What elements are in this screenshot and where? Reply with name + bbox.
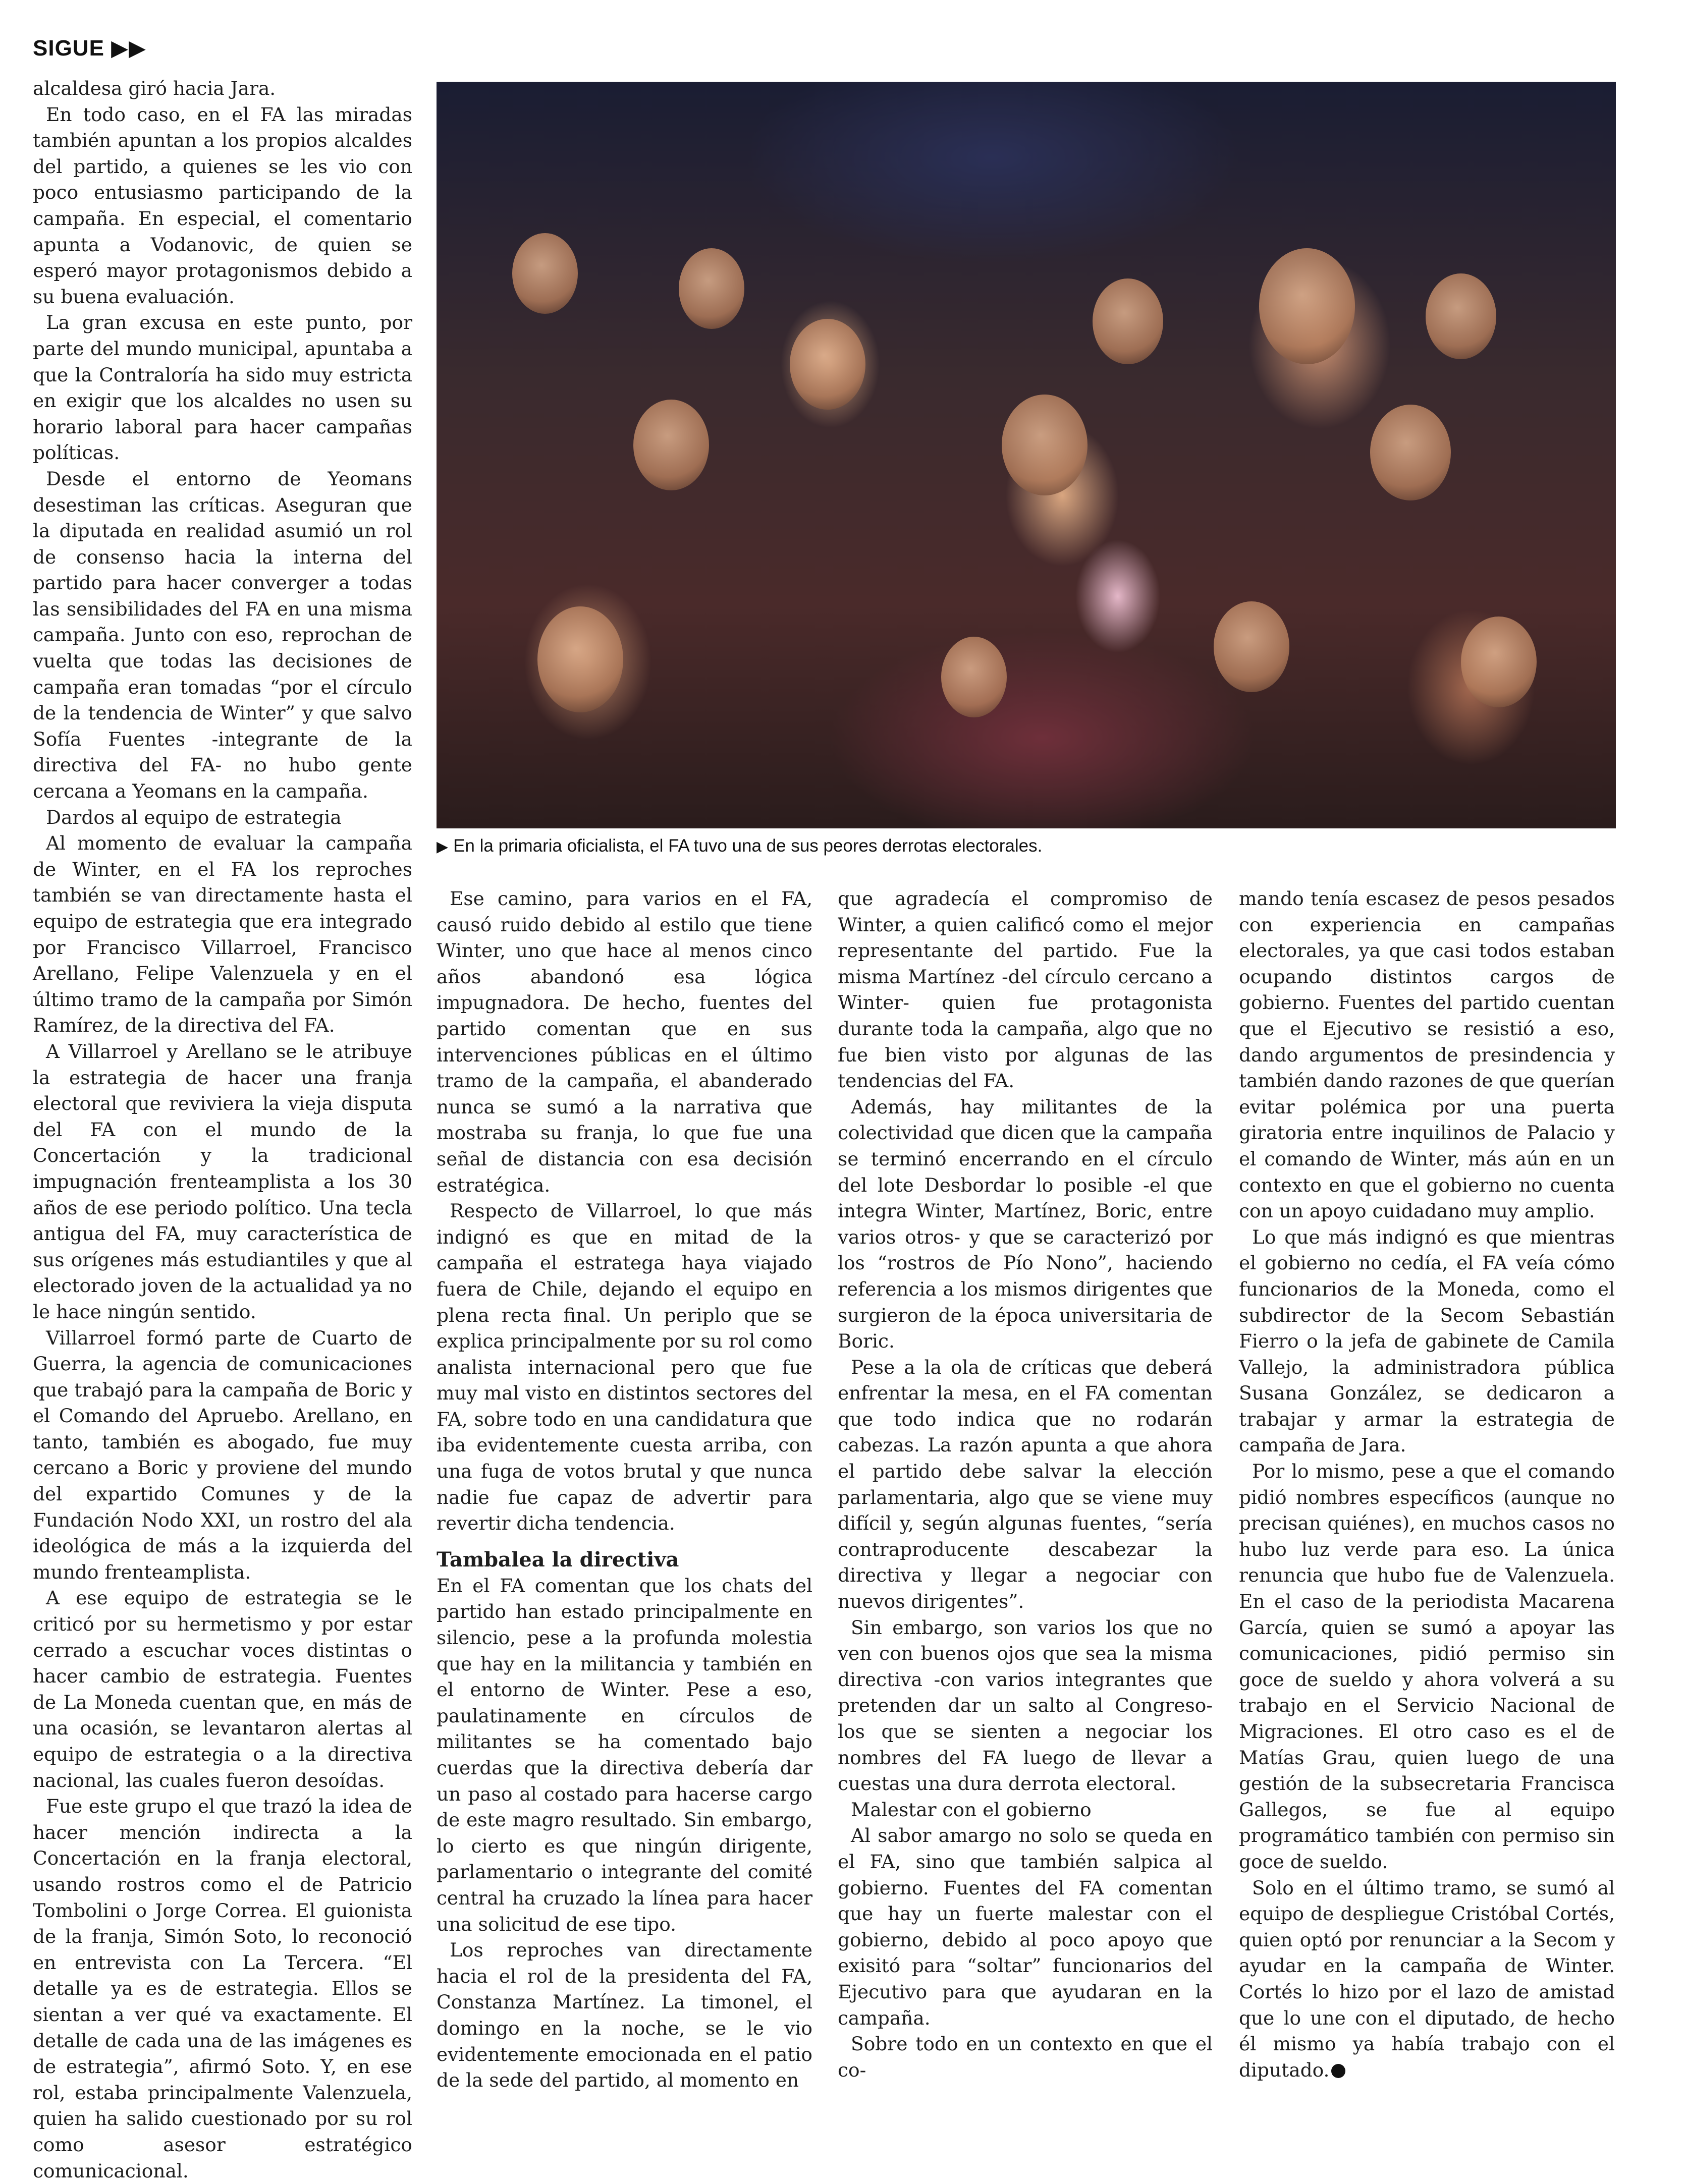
paragraph: Sin embargo, son varios los que no ven con buenos ojos que sea la misma directiva -con varios integrantes que pretenden dar un salto al Congreso- los que se sienten a negociar los nombres del FA luego de llevar a cuestas una dura derrota electoral. [838,1616,1213,1795]
caption-marker-icon: ▶ [437,838,449,855]
paragraph: Villarroel formó parte de Cuarto de Guerra, la agencia de comunicaciones que trabajó para la campaña de Boric y el Comando del Apruebo. Arellano, en tanto, también es abogado, fue muy cercano a Boric y proviene del mundo del expartido Comunes y de la Fundación Nodo XXI, un rostro del ala ideológica de más a la izquierda del mundo frenteamplista. [33,1326,412,1583]
subheading: Dardos al equipo de estrategia [46,806,342,828]
paragraph: Por lo mismo, pese a que el comando pidió nombres específicos (aunque no precisan quiénes), en muchos casos no hubo luz verde para eso. La única renuncia que hubo fue de Valenzuela. En el caso de la periodista Macarena García, quien se sumó a apoyar las comunicaciones, pidió permiso sin goce de sueldo y ahora volverá a su trabajo en el Servicio Nacional de Migraciones. El otro caso es el de Matías Grau, quien luego de una gestión de la subsecretaria Francisca Gallegos, se fue al equipo programático también con permiso sin goce de sueldo. [1239,1460,1615,1873]
photo-caption [437,834,1042,859]
paragraph-last [1239,1875,1615,2084]
paragraph: que agradecía el compromiso de Winter, a quien calificó como el mejor representante del partido. Fue la misma Martínez -del círculo cercano a Winter- quien fue protagonista durante toda la campaña, algo que no fue bien visto por algunas de las tendencias del FA. [838,887,1213,1092]
column-4 [1239,886,1615,2083]
caption-text: En la primaria oficialista, el FA tuvo una de sus peores derrotas electorales. [453,836,1043,856]
crowd-photo [437,82,1616,828]
column-2 [437,886,812,2094]
paragraph: A ese equipo de estrategia se le criticó por su hermetismo y por estar cerrado a escuchar voces distintas o hacer cambio de estrategia. Fuentes de La Moneda cuentan que, en más de una ocasión, se levantaron alertas al equipo de estrategia o a la directiva nacional, las cuales fueron desoídas. [33,1587,412,1791]
end-mark-icon [1331,2064,1345,2078]
paragraph: Fue este grupo el que trazó la idea de hacer mención indirecta a la Concertación en la franja electoral, usando rostros como el de Patricio Tombolini o Jorge Correa. El guionista de la franja, Simón Soto, lo reconoció en entrevista con La Tercera. “El detalle ya es de estrategia. Ellos se sientan a ver qué va exactamente. El detalle de cada una de las imágenes es de estrategia”, afirmó Soto. Y, en ese rol, estaba principalmente Valenzuela, quien ha salido cuestionado por su rol como asesor estratégico comunicacional. [33,1795,412,2182]
paragraph: Además, hay militantes de la colectividad que dicen que la campaña se terminó encerrando en el círculo del lote Desbordar lo posible -el que integra Winter, Martínez, Boric, entre varios otros- y que se caracterizó por los “rostros de Pío Nono”, haciendo referencia a los mismos dirigentes que surgieron de la época universitaria de Boric. [838,1095,1213,1353]
paragraph: Al momento de evaluar la campaña de Winter, en el FA los reproches también se van directamente hasta el equipo de estrategia que era integrado por Francisco Villarroel, Francisco Arellano, Felipe Valenzuela y en el último tramo de la campaña por Simón Ramírez, de la directiva del FA. [33,832,412,1037]
subheading: Malestar con el gobierno [851,1798,1092,1821]
paragraph: alcaldesa giró hacia Jara. [33,77,276,99]
column-1 [33,76,412,2184]
paragraph: Al sabor amargo no solo se queda en el FA, sino que también salpica al gobierno. Fuentes del FA comentan que hay un fuerte malestar con el gobierno, debido al poco apoyo que exisitó para “soltar” funcionarios del Ejecutivo para que ayudaran en la campaña. [838,1824,1213,2029]
paragraph: Desde el entorno de Yeomans desestiman las críticas. Aseguran que la diputada en realidad asumió un rol de consenso hacia la interna del partido para hacer converger a todas las sensibilidades del FA en una misma campaña. Junto con eso, reprochan de vuelta que todas las decisiones de campaña eran tomadas “por el círculo de la tendencia de Winter” y que salvo Sofía Fuentes -integrante de la directiva del FA- no hubo gente cercana a Yeomans en la campaña. [33,467,412,803]
paragraph: A Villarroel y Arellano se le atribuye la estrategia de hacer una franja electoral que reviviera la vieja disputa del FA con el mundo de la Concertación y la tradicional impugnación frenteamplista a los 30 años de ese periodo político. Una tecla antigua del FA, muy característica de sus orígenes más estudiantiles y que al electorado joven de la actualidad ya no le hace ningún sentido. [33,1040,412,1323]
paragraph: mando tenía escasez de pesos pesados con experiencia en campañas electorales, ya que casi todos estaban ocupando distintos cargos de gobierno. Fuentes del partido cuentan que el Ejecutivo se resistió a eso, dando argumentos de presindencia y también dando razones de que querían evitar polémica por una puerta giratoria entre inquilinos de Palacio y el comando de Winter, más aún en un contexto en que el gobierno no cuenta con un apoyo cuidadano muy amplio. [1239,887,1615,1222]
column-3 [838,886,1213,2083]
paragraph: La gran excusa en este punto, por parte del mundo municipal, apuntaba a que la Contraloría ha sido muy estricta en exigir que los alcaldes no usen su horario laboral para hacer campañas políticas. [33,311,412,464]
paragraph: Lo que más indignó es que mientras el gobierno no cedía, el FA veía cómo funcionarios de la Moneda, como el subdirector de la Secom Sebastián Fierro o la jefa de gabinete de Camila Vallejo, la administradora pública Susana González, se dedicaron a trabajar y armar la estrategia de campaña de Jara. [1239,1225,1615,1457]
paragraph-text: Solo en el último tramo, se sumó al equipo de despliegue Cristóbal Cortés, quien optó por renunciar a la Secom y ayudar en la campaña de Winter. Cortés lo hizo por el lazo de amistad que lo une con el diputado, de hecho él mismo ya había trabajo con el diputado. [1239,1876,1615,2081]
paragraph: En todo caso, en el FA las miradas también apuntan a los propios alcaldes del partido, a quienes se les vio con poco entusiasmo participando de la campaña. En especial, el comentario apunta a Vodanovic, de quien se esperó mayor protagonismos debido a su buena evaluación. [33,103,412,308]
paragraph: Sobre todo en un contexto en que el co- [838,2033,1213,2081]
paragraph: Los reproches van directamente hacia el rol de la presidenta del FA, Constanza Martínez. La timonel, el domingo en la noche, se le vio evidentemente emocionada en el patio de la sede del partido, al momento en [437,1939,812,2092]
section-kicker: SIGUE ▶▶ [33,36,146,61]
paragraph: En el FA comentan que los chats del partido han estado principalmente en silencio, pese a la profunda molestia que hay en la militancia y también en el entorno de Winter. Pese a eso, paulatinamente en círculos de militantes se ha comentado bajo cuerdas que la directiva debería dar un paso al costado para hacerse cargo de este magro resultado. Sin embargo, lo cierto es que ningún dirigente, parlamentario o integrante del comité central ha cruzado la línea para hacer una solicitud de ese tipo. [437,1574,812,1935]
paragraph: Respecto de Villarroel, lo que más indignó es que en mitad de la campaña el estratega haya viajado fuera de Chile, dejando el equipo en plena recta final. Un periplo que se explica principalmente por su rol como analista internacional pero que fue muy mal visto en distintos sectores del FA, sobre todo en una candidatura que iba evidentemente cuesta arriba, con una fuga de votos brutal y que nunca nadie fue capaz de advertir para revertir dicha tendencia. [437,1200,813,1535]
paragraph: Ese camino, para varios en el FA, causó ruido debido al estilo que tiene Winter, uno que hace al menos cinco años abandonó esa lógica impugnadora. De hecho, fuentes del partido comentan que en sus intervenciones públicas en el último tramo de la campaña, el abanderado nunca se sumó a la narrativa que mostraba su franja, lo que fue una señal de distancia con esa decisión estratégica. [437,887,812,1196]
paragraph: Pese a la ola de críticas que deberá enfrentar la mesa, en el FA comentan que todo indica que no rodarán cabezas. La razón apunta a que ahora el partido debe salvar la elección parlamentaria, algo que se viene muy difícil y, según algunas fuentes, “sería contraproducente descabezar la directiva y llegar a negociar con nuevos dirigentes”. [838,1356,1213,1613]
section-heading: Tambalea la directiva [437,1547,679,1572]
